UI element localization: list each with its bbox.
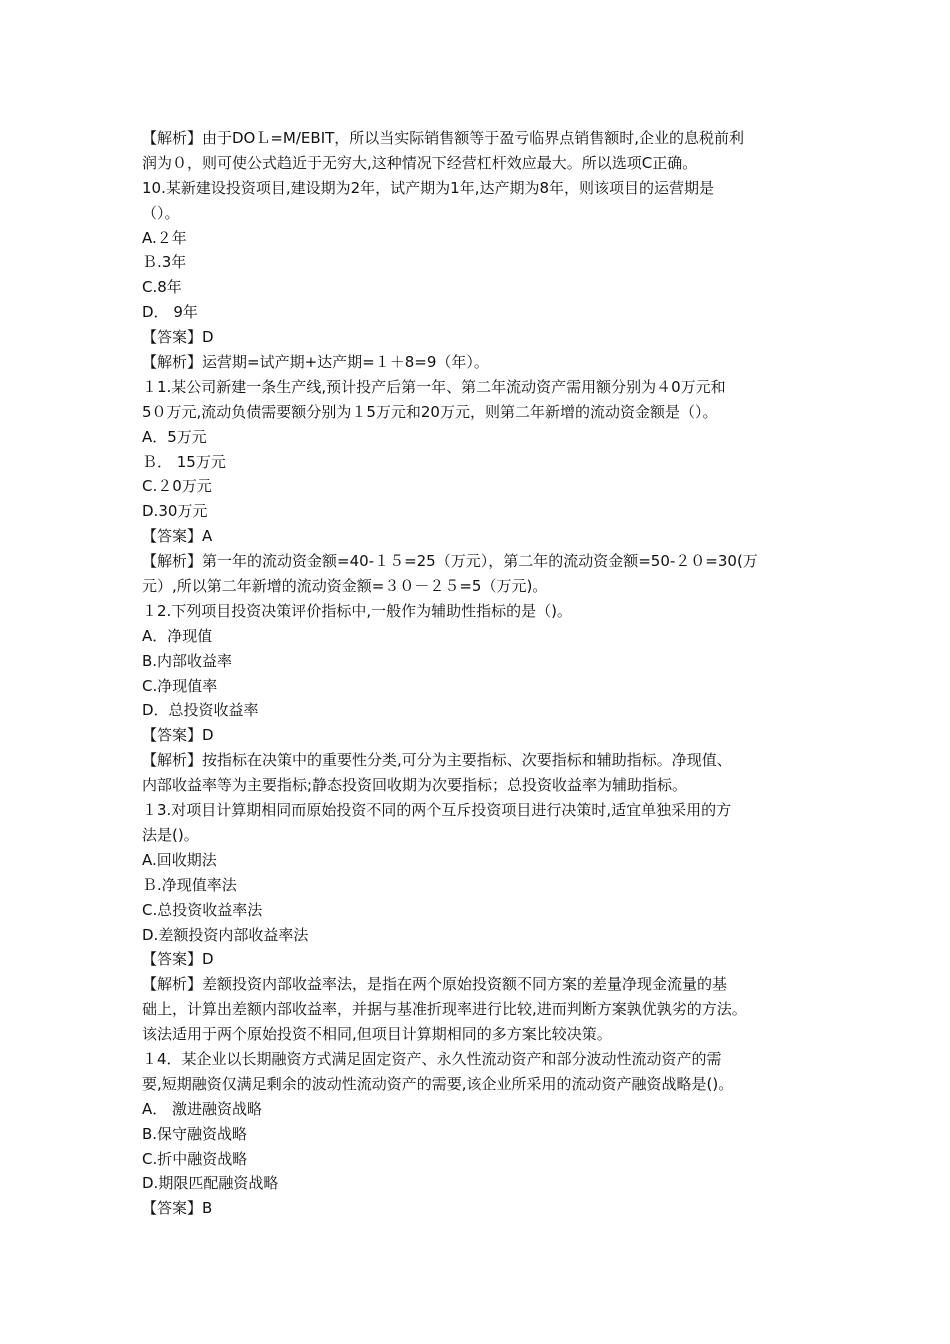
analysis-line: 【解析】按指标在决策中的重要性分类,可分为主要指标、次要指标和辅助指标。净现值、: [142, 751, 732, 770]
answer-line: 【答案】B: [142, 1199, 213, 1218]
option-c: C.8年: [142, 278, 182, 297]
analysis-line: 该法适用于两个原始投资不相同,但项目计算期相同的多方案比较决策。: [142, 1025, 612, 1044]
analysis-line: 【解析】第一年的流动资金额=40-１５=25（万元），第二年的流动资金额=50-２０=30(万: [142, 552, 758, 571]
option-c: C.２0万元: [142, 477, 212, 496]
question-12-text: １2.下列项目投资决策评价指标中,一般作为辅助性指标的是（)。: [142, 601, 572, 620]
answer-line: 【答案】A: [142, 527, 213, 546]
question-11-text: 5０万元,流动负债需要额分别为１5万元和20万元，则第二年新增的流动资金额是（）。: [142, 402, 718, 421]
option-c: C.折中融资战略: [142, 1149, 248, 1168]
option-d: D．总投资收益率: [142, 701, 259, 720]
option-a: A．5万元: [142, 427, 207, 446]
analysis-line: 【解析】差额投资内部收益率法，是指在两个原始投资额不同方案的差量净现金流量的基: [142, 975, 728, 994]
option-a: A． 激进融资战略: [142, 1099, 263, 1118]
option-b: B.保守融资战略: [142, 1124, 248, 1143]
option-c: C.总投资收益率法: [142, 900, 263, 919]
option-d: D.期限匹配融资战略: [142, 1174, 279, 1193]
question-14-text: １4．某企业以长期融资方式满足固定资产、永久性流动资产和部分波动性流动资产的需: [142, 1049, 722, 1068]
question-10-text: （）。: [142, 203, 180, 222]
question-11-text: １1.某公司新建一条生产线,预计投产后第一年、第二年流动资产需用额分别为４0万元和: [142, 377, 726, 396]
analysis-line: 础上，计算出差额内部收益率，并据与基准折现率进行比较,进而判断方案孰优孰劣的方法。: [142, 1000, 747, 1019]
option-d: D.30万元: [142, 502, 208, 521]
option-a: A．净现值: [142, 626, 213, 645]
question-14-text: 要,短期融资仅满足剩余的波动性流动资产的需要,该企业所采用的流动资产融资战略是()。: [142, 1074, 734, 1093]
option-b: Ｂ． 15万元: [142, 452, 226, 471]
option-b: B.内部收益率: [142, 651, 233, 670]
answer-line: 【答案】D: [142, 950, 214, 969]
analysis-line: 内部收益率等为主要指标;静态投资回收期为次要指标；总投资收益率为辅助指标。: [142, 776, 688, 795]
option-a: A.２年: [142, 228, 187, 247]
analysis-line: 【解析】由于DOＬ=M/EBIT，所以当实际销售额等于盈亏临界点销售额时,企业的息税前利: [142, 129, 745, 147]
option-b: Ｂ.净现值率法: [142, 875, 237, 894]
question-10-text: 10.某新建设投资项目,建设期为2年，试产期为1年,达产期为8年，则该项目的运营期是: [142, 178, 715, 197]
answer-line: 【答案】D: [142, 328, 214, 347]
answer-line: 【答案】D: [142, 726, 214, 745]
option-d: D． 9年: [142, 303, 198, 322]
option-d: D.差额投资内部收益率法: [142, 925, 309, 944]
option-c: C.净现值率: [142, 676, 218, 695]
question-13-text: １3.对项目计算期相同而原始投资不同的两个互斥投资项目进行决策时,适宜单独采用的方: [142, 801, 732, 820]
analysis-line: 元）,所以第二年新增的流动资金额=３０－２５=5（万元)。: [142, 577, 548, 596]
option-b: Ｂ.3年: [142, 253, 187, 272]
document-body: [142, 126, 814, 1221]
option-a: A.回收期法: [142, 850, 217, 869]
analysis-line: 润为０，则可使公式趋近于无穷大,这种情况下经营杠杆效应最大。所以选项C正确。: [142, 153, 698, 172]
analysis-line: 【解析】运营期=试产期+达产期=１＋8=9（年）。: [142, 353, 489, 372]
question-13-text: 法是()。: [142, 825, 199, 844]
